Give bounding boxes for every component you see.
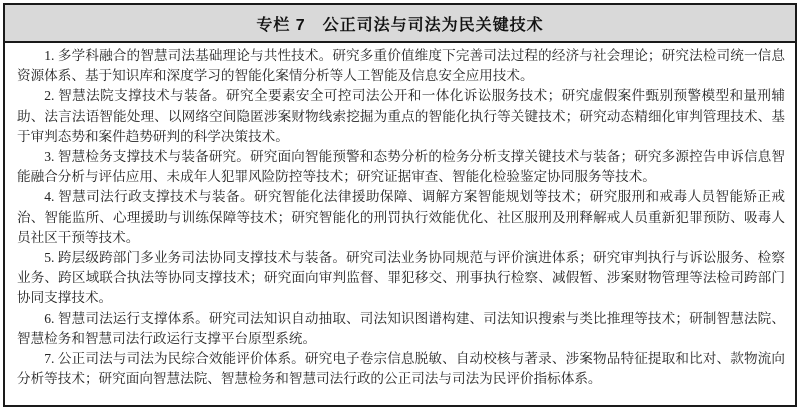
paragraph-6: 6. 智慧司法运行支撑体系。研究司法知识自动抽取、司法知识图谱构建、司法知识搜索与类比推理等技术；研制智慧法院、智慧检务和智慧司法行政运行支撑平台原型系统。 [17, 310, 785, 346]
paragraph-2: 2. 智慧法院支撑技术与装备。研究全要素安全可控司法公开和一体化诉讼服务技术；研究虚假案件甄别预警模型和量刑辅助、法言法语智能处理、以网络空间隐匿涉案财物线索挖掘为重点的智能化执行等关键技术；研究动态精细化审判管理技术、基于审判态势和案件趋势研判的科学决策技术。 [17, 88, 785, 144]
paragraph-7: 7. 公正司法与司法为民综合效能评价体系。研究电子卷宗信息脱敏、自动校核与著录、涉案物品特征提取和比对、款物流向分析等技术；研究面向智慧法院、智慧检务和智慧司法行政的公正司法与司法为民评价指标体系。 [17, 351, 785, 387]
paragraph-3: 3. 智慧检务支撑技术与装备研究。研究面向智能预警和态势分析的检务分析支撑关键技术与装备；研究多源控告申诉信息智能融合分析与评估应用、未成年人犯罪风险防控等技术；研究证据审查、智能化检验鉴定协同服务等技术。 [17, 149, 785, 185]
panel-title: 专栏 7 公正司法与司法为民关键技术 [5, 5, 795, 43]
panel-body [5, 43, 795, 405]
paragraph-5: 5. 跨层级跨部门多业务司法协同支撑技术与装备。研究司法业务协同规范与评价演进体系；研究审判执行与诉讼服务、检察业务、跨区域联合执法等协同支撑技术；研究面向审判监督、罪犯移交、刑事执行检察、减假暂、涉案财物管理等法检司跨部门协同支撑技术。 [17, 250, 785, 306]
paragraph-4: 4. 智慧司法行政支撑技术与装备。研究智能化法律援助保障、调解方案智能规划等技术；研究服刑和戒毒人员智能矫正戒治、智能监所、心理援助与训练保障等技术；研究智能化的刑罚执行效能优化、社区服刑及刑释解戒人员重新犯罪预防、吸毒人员社区干预等技术。 [17, 189, 785, 245]
column-panel [3, 3, 797, 407]
paragraph-1: 1. 多学科融合的智慧司法基础理论与共性技术。研究多重价值维度下完善司法过程的经济与社会理论；研究法检司统一信息资源体系、基于知识库和深度学习的智能化案情分析等人工智能及信息安全应用技术。 [17, 48, 785, 84]
